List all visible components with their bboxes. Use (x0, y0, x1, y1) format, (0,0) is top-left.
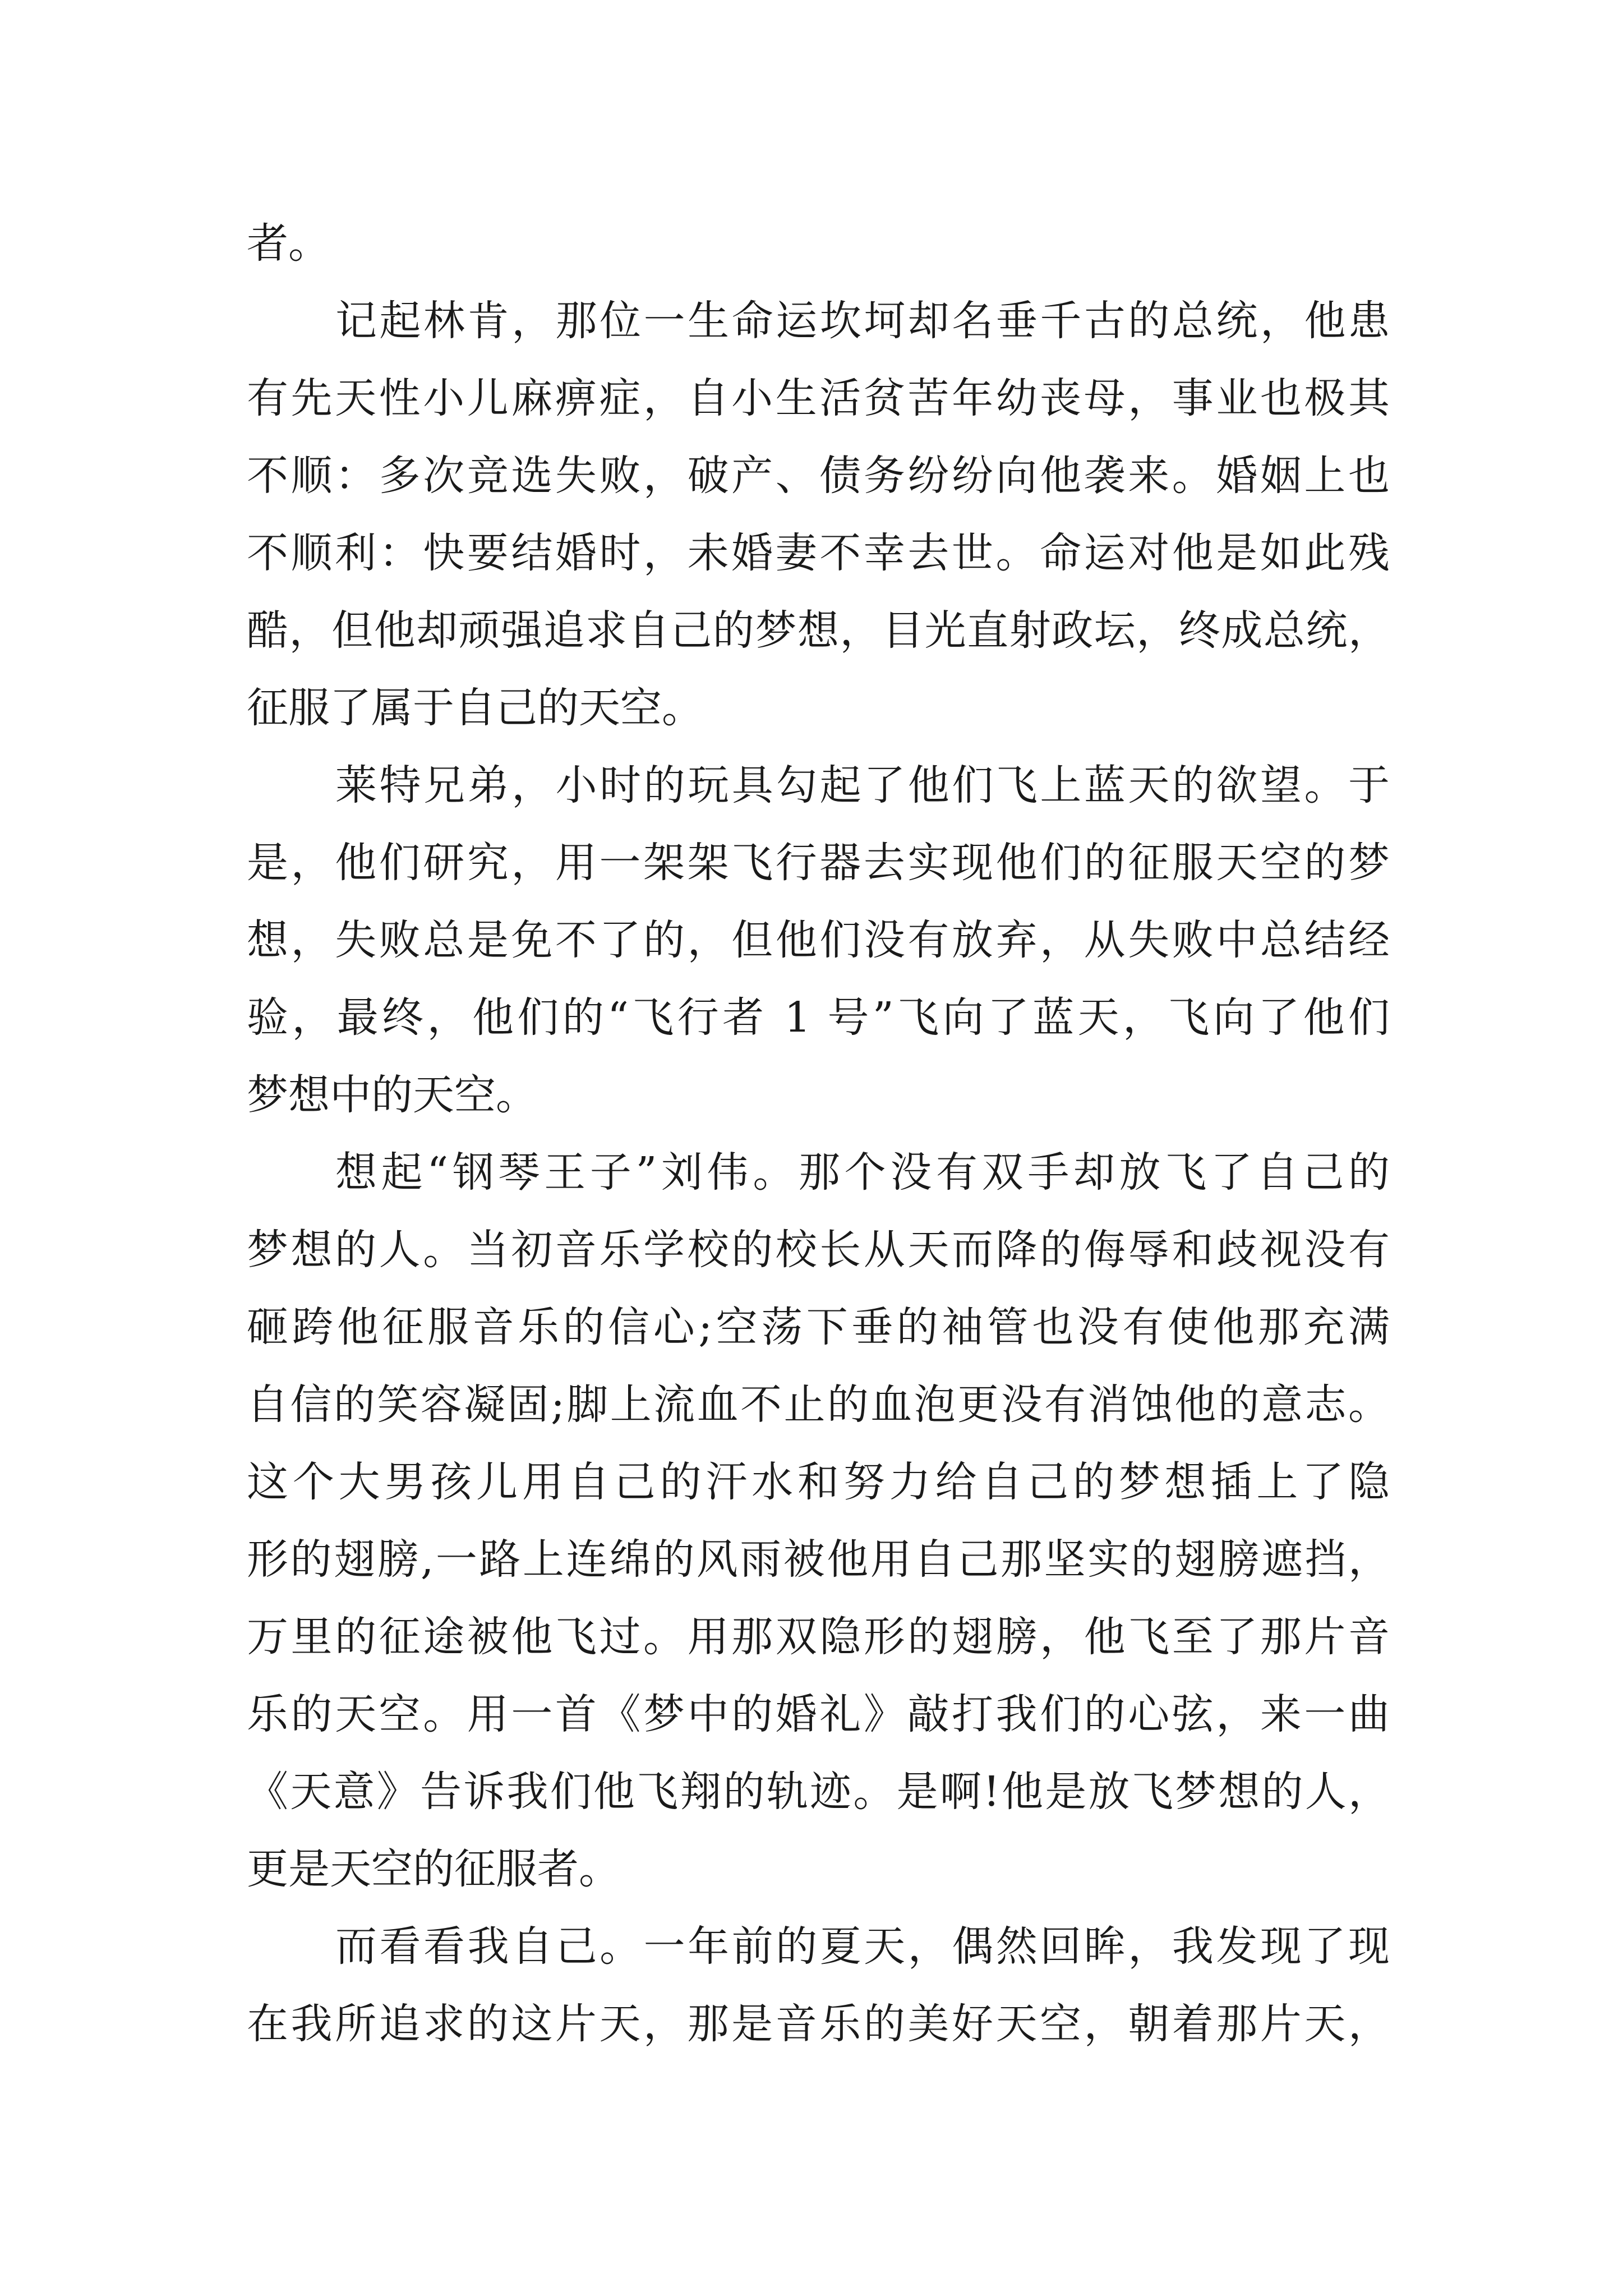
text-line: 记起林肯，那位一生命运坎坷却名垂千古的总统，他患 (335, 297, 1390, 345)
text-line: 万里的征途被他飞过。用那双隐形的翅膀，他飞至了那片音 (247, 1613, 1390, 1661)
text-line: 不顺：多次竞选失败，破产、债务纷纷向他袭来。婚姻上也 (247, 452, 1390, 500)
text-line: 更是天空的征服者。 (247, 1845, 620, 1893)
text-line: 有先天性小儿麻痹症，自小生活贫苦年幼丧母，事业也极其 (247, 374, 1390, 422)
text-line: 这个大男孩儿用自己的汗水和努力给自己的梦想插上了隐 (247, 1458, 1390, 1506)
text-line: 自信的笑容凝固;脚上流血不止的血泡更没有消蚀他的意志。 (247, 1381, 1390, 1429)
text-line: 不顺利：快要结婚时，未婚妻不幸去世。命运对他是如此残 (247, 529, 1390, 577)
text-line: 征服了属于自己的天空。 (247, 684, 703, 732)
text-line: 《天意》告诉我们他飞翔的轨迹。是啊!他是放飞梦想的人， (247, 1768, 1390, 1816)
paragraph (247, 282, 1390, 747)
text-line: 在我所追求的这片天，那是音乐的美好天空，朝着那片天， (247, 2000, 1390, 2048)
text-line: 乐的天空。用一首《梦中的婚礼》敲打我们的心弦，来一曲 (247, 1690, 1390, 1738)
text-line: 砸跨他征服音乐的信心;空荡下垂的袖管也没有使他那充满 (247, 1303, 1390, 1351)
text-line: 验，最终，他们的“飞行者 1 号”飞向了蓝天，飞向了他们 (247, 993, 1390, 1042)
text-line: 梦想中的天空。 (247, 1071, 537, 1119)
document-body (247, 205, 1390, 2063)
text-line: 形的翅膀,一路上连绵的风雨被他用自己那坚实的翅膀遮挡， (247, 1535, 1390, 1584)
text-line: 莱特兄弟，小时的玩具勾起了他们飞上蓝天的欲望。于 (335, 761, 1390, 809)
paragraph (247, 1908, 1390, 2063)
text-line: 梦想的人。当初音乐学校的校长从天而降的侮辱和歧视没有 (247, 1226, 1390, 1274)
text-line: 而看看我自己。一年前的夏天，偶然回眸，我发现了现 (335, 1922, 1390, 1971)
text-line: 者。 (247, 219, 330, 268)
paragraph (247, 1134, 1390, 1908)
text-line: 想，失败总是免不了的，但他们没有放弃，从失败中总结经 (247, 916, 1390, 964)
paragraph (247, 205, 1390, 282)
text-line: 是，他们研究，用一架架飞行器去实现他们的征服天空的梦 (247, 839, 1390, 887)
text-line: 想起“钢琴王子”刘伟。那个没有双手却放飞了自己的 (335, 1148, 1390, 1197)
text-line: 酷，但他却顽强追求自己的梦想，目光直射政坛，终成总统， (247, 606, 1390, 655)
paragraph (247, 747, 1390, 1134)
